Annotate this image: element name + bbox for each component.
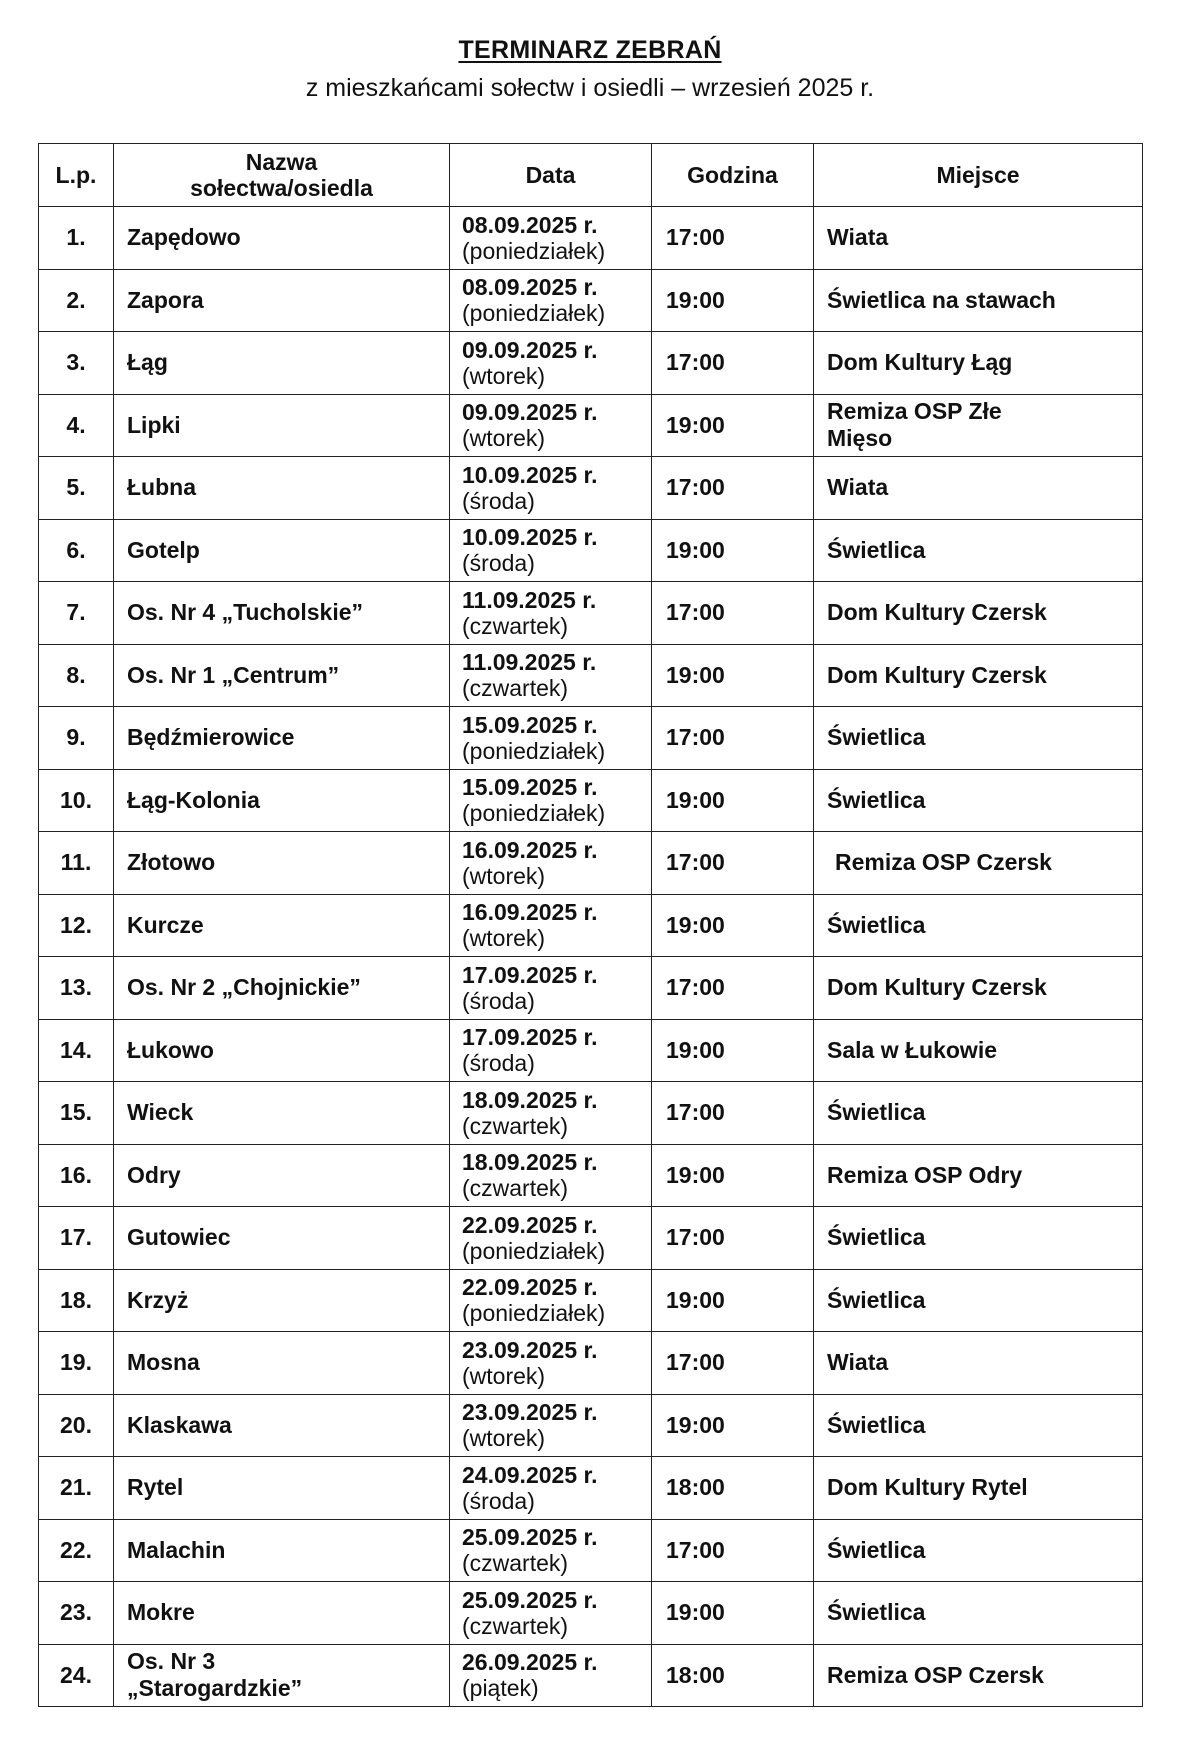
table-row [39,1019,1143,1082]
meeting-date-cell [450,1457,652,1520]
meeting-place: Remiza OSP Odry [814,1144,1143,1207]
row-number: 16. [39,1144,114,1207]
meeting-place: Sala w Łukowie [814,1019,1143,1082]
table-row [39,707,1143,770]
meeting-place: Dom Kultury Czersk [814,644,1143,707]
settlement-name: Mosna [114,1332,450,1395]
row-number: 14. [39,1019,114,1082]
meeting-place: Świetlica na stawach [814,269,1143,332]
table-row [39,1519,1143,1582]
meeting-weekday: (czwartek) [462,1112,569,1139]
row-number: 3. [39,332,114,395]
meeting-weekday: (wtorek) [462,1425,546,1452]
table-row [39,394,1143,457]
table-row [39,1394,1143,1457]
settlement-name: Odry [114,1144,450,1207]
meeting-date: 11.09.2025 r. [462,586,597,613]
row-number: 17. [39,1207,114,1270]
meeting-date-cell [450,269,652,332]
table-body [39,207,1143,1707]
settlement-name: Łubna [114,457,450,520]
meeting-date: 18.09.2025 r. [462,1086,598,1113]
meeting-hour: 17:00 [652,957,814,1020]
table-row [39,1082,1143,1145]
meeting-hour: 18:00 [652,1457,814,1520]
meeting-weekday: (środa) [462,1487,535,1514]
meeting-date: 16.09.2025 r. [462,899,598,926]
column-header-lp: L.p. [39,144,114,207]
table-row [39,894,1143,957]
meeting-date-cell [450,1269,652,1332]
table-row [39,644,1143,707]
meeting-hour: 19:00 [652,769,814,832]
settlement-name: Malachin [114,1519,450,1582]
meeting-date-cell [450,957,652,1020]
meeting-weekday: (poniedziałek) [462,300,606,327]
row-number: 7. [39,582,114,645]
meeting-date-cell [450,707,652,770]
meeting-weekday: (środa) [462,487,535,514]
meeting-place: Świetlica [814,1207,1143,1270]
row-number: 5. [39,457,114,520]
table-row [39,332,1143,395]
column-header-place: Miejsce [814,144,1143,207]
meeting-weekday: (czwartek) [462,1550,569,1577]
settlement-name: Gutowiec [114,1207,450,1270]
table-row [39,1207,1143,1270]
table-row [39,769,1143,832]
meeting-hour: 17:00 [652,1519,814,1582]
meeting-weekday: (wtorek) [462,925,546,952]
meeting-place: Wiata [814,457,1143,520]
row-number: 22. [39,1519,114,1582]
meeting-date: 09.09.2025 r. [462,336,598,363]
settlement-name: Wieck [114,1082,450,1145]
meeting-date-cell [450,1019,652,1082]
meeting-hour: 17:00 [652,332,814,395]
meeting-date-cell [450,332,652,395]
meeting-place: Remiza OSP Złe Mięso [814,394,1143,457]
meeting-date: 23.09.2025 r. [462,1336,598,1363]
table-row [39,1457,1143,1520]
meetings-table [38,143,1143,1707]
meeting-place: Świetlica [814,707,1143,770]
settlement-name: Os. Nr 1 „Centrum” [114,644,450,707]
meeting-place: Świetlica [814,519,1143,582]
table-header-row [39,144,1143,207]
meeting-date-cell [450,769,652,832]
page-subtitle: z mieszkańcami sołectw i osiedli – wrzesień 2025 r. [305,74,875,102]
meeting-date-cell [450,894,652,957]
row-number: 10. [39,769,114,832]
settlement-name: Klaskawa [114,1394,450,1457]
row-number: 21. [39,1457,114,1520]
row-number: 20. [39,1394,114,1457]
settlement-name: Łąg [114,332,450,395]
settlement-name: Os. Nr 2 „Chojnickie” [114,957,450,1020]
meeting-weekday: (wtorek) [462,362,546,389]
column-header-name-line1: Nazwa [245,149,318,175]
settlement-name: Rytel [114,1457,450,1520]
meeting-date: 24.09.2025 r. [462,1461,598,1488]
meeting-hour: 18:00 [652,1644,814,1707]
meeting-date: 23.09.2025 r. [462,1399,598,1426]
settlement-name: Os. Nr 3 „Starogardzkie” [114,1644,450,1707]
meeting-date-cell [450,1207,652,1270]
meeting-place: Wiata [814,1332,1143,1395]
row-number: 2. [39,269,114,332]
meeting-date-cell [450,457,652,520]
row-number: 4. [39,394,114,457]
column-header-name [114,144,450,207]
meeting-date-cell [450,1144,652,1207]
row-number: 24. [39,1644,114,1707]
meeting-hour: 17:00 [652,457,814,520]
meeting-date: 16.09.2025 r. [462,836,598,863]
meeting-hour: 19:00 [652,1019,814,1082]
meeting-date: 22.09.2025 r. [462,1274,598,1301]
meeting-place: Dom Kultury Rytel [814,1457,1143,1520]
meeting-date-cell [450,207,652,270]
meeting-date-cell [450,1332,652,1395]
meeting-weekday: (wtorek) [462,1362,546,1389]
meeting-weekday: (czwartek) [462,1175,569,1202]
settlement-name: Os. Nr 4 „Tucholskie” [114,582,450,645]
settlement-name: Gotelp [114,519,450,582]
meeting-weekday: (środa) [462,987,535,1014]
meeting-date: 15.09.2025 r. [462,774,598,801]
meeting-hour: 17:00 [652,582,814,645]
meeting-place: Remiza OSP Czersk [814,1644,1143,1707]
meeting-date: 25.09.2025 r. [462,1586,598,1613]
meeting-date-cell [450,1582,652,1645]
row-number: 13. [39,957,114,1020]
row-number: 8. [39,644,114,707]
meeting-weekday: (wtorek) [462,862,546,889]
row-number: 6. [39,519,114,582]
row-number: 1. [39,207,114,270]
meeting-date-cell [450,582,652,645]
row-number: 15. [39,1082,114,1145]
table-row [39,1332,1143,1395]
meeting-hour: 19:00 [652,1582,814,1645]
meeting-date: 15.09.2025 r. [462,711,598,738]
meeting-date-cell [450,1394,652,1457]
meeting-date-cell [450,1082,652,1145]
settlement-name: Łąg-Kolonia [114,769,450,832]
meeting-weekday: (czwartek) [462,1612,569,1639]
settlement-name: Lipki [114,394,450,457]
settlement-name: Złotowo [114,832,450,895]
meeting-date: 17.09.2025 r. [462,1024,598,1051]
meeting-date: 10.09.2025 r. [462,461,598,488]
meeting-date-cell [450,1644,652,1707]
meeting-date: 18.09.2025 r. [462,1149,598,1176]
meeting-place: Świetlica [814,1519,1143,1582]
column-header-date: Data [450,144,652,207]
meeting-place: Świetlica [814,1394,1143,1457]
meeting-date: 08.09.2025 r. [462,211,598,238]
meeting-hour: 19:00 [652,894,814,957]
meeting-hour: 17:00 [652,707,814,770]
meeting-hour: 17:00 [652,1082,814,1145]
meeting-weekday: (poniedziałek) [462,1300,606,1327]
table-row [39,1582,1143,1645]
meeting-place: Świetlica [814,894,1143,957]
meeting-date: 11.09.2025 r. [462,649,597,676]
meeting-place: Wiata [814,207,1143,270]
meeting-place: Dom Kultury Czersk [814,582,1143,645]
meeting-place: Świetlica [814,1582,1143,1645]
meeting-date: 22.09.2025 r. [462,1211,598,1238]
meeting-weekday: (środa) [462,1050,535,1077]
meeting-weekday: (poniedziałek) [462,237,606,264]
settlement-name: Kurcze [114,894,450,957]
meeting-place: Dom Kultury Łąg [814,332,1143,395]
meeting-date-cell [450,644,652,707]
row-number: 9. [39,707,114,770]
meeting-weekday: (czwartek) [462,612,569,639]
page-title: TERMINARZ ZEBRAŃ [458,36,722,64]
table-row [39,269,1143,332]
meeting-hour: 19:00 [652,1394,814,1457]
meeting-hour: 19:00 [652,394,814,457]
meeting-place: Dom Kultury Czersk [814,957,1143,1020]
meeting-hour: 17:00 [652,832,814,895]
meeting-place: Świetlica [814,1082,1143,1145]
meeting-date-cell [450,832,652,895]
meeting-place: Remiza OSP Czersk [814,832,1143,895]
meeting-date: 09.09.2025 r. [462,399,598,426]
meeting-weekday: (poniedziałek) [462,800,606,827]
column-header-hour: Godzina [652,144,814,207]
meeting-date-cell [450,519,652,582]
meeting-weekday: (poniedziałek) [462,1237,606,1264]
table-row [39,207,1143,270]
row-number: 19. [39,1332,114,1395]
meeting-hour: 17:00 [652,1207,814,1270]
settlement-name: Zapędowo [114,207,450,270]
meeting-date: 26.09.2025 r. [462,1649,598,1676]
meeting-date: 17.09.2025 r. [462,961,598,988]
meeting-place: Świetlica [814,769,1143,832]
meeting-date: 25.09.2025 r. [462,1524,598,1551]
meeting-hour: 19:00 [652,269,814,332]
meeting-weekday: (środa) [462,550,535,577]
meeting-date: 10.09.2025 r. [462,524,598,551]
table-row [39,457,1143,520]
meeting-hour: 19:00 [652,1269,814,1332]
meeting-hour: 17:00 [652,1332,814,1395]
settlement-name: Będźmierowice [114,707,450,770]
table-row [39,957,1143,1020]
meeting-weekday: (wtorek) [462,425,546,452]
meeting-hour: 19:00 [652,519,814,582]
meeting-hour: 19:00 [652,644,814,707]
row-number: 18. [39,1269,114,1332]
table-row [39,519,1143,582]
settlement-name: Mokre [114,1582,450,1645]
settlement-name: Zapora [114,269,450,332]
meeting-date-cell [450,1519,652,1582]
meeting-date-cell [450,394,652,457]
meeting-place: Świetlica [814,1269,1143,1332]
meeting-hour: 19:00 [652,1144,814,1207]
table-row [39,1644,1143,1707]
row-number: 23. [39,1582,114,1645]
settlement-name: Krzyż [114,1269,450,1332]
meeting-weekday: (piątek) [462,1675,539,1702]
meeting-hour: 17:00 [652,207,814,270]
table-row [39,582,1143,645]
settlement-name: Łukowo [114,1019,450,1082]
row-number: 12. [39,894,114,957]
meeting-weekday: (poniedziałek) [462,737,606,764]
meeting-weekday: (czwartek) [462,675,569,702]
table-row [39,1269,1143,1332]
meeting-date: 08.09.2025 r. [462,274,598,301]
table-row [39,1144,1143,1207]
table-row [39,832,1143,895]
row-number: 11. [39,832,114,895]
column-header-name-line2: sołectwa/osiedla [190,175,373,201]
